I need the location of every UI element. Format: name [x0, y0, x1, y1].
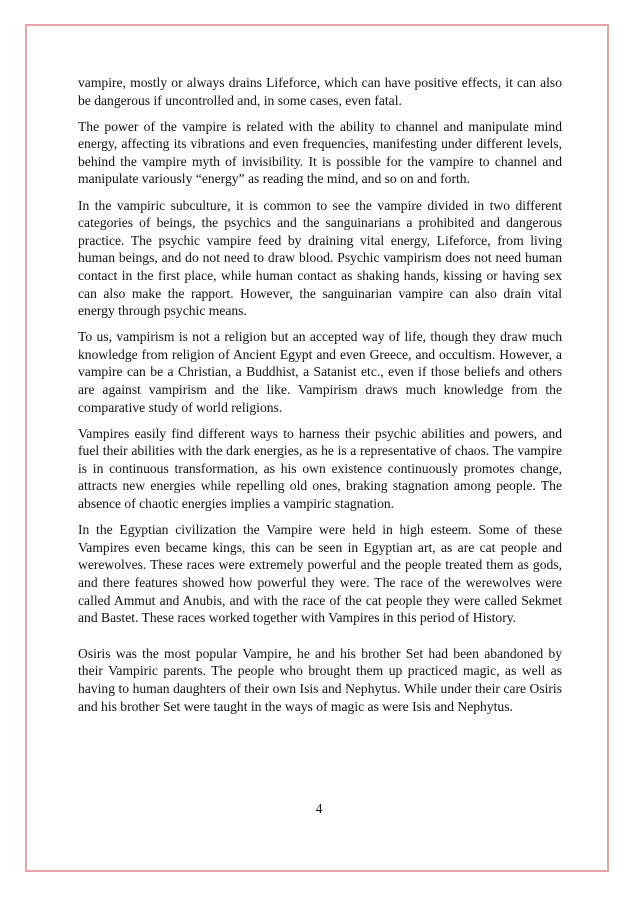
paragraph-egyptian-civilization: In the Egyptian civilization the Vampire were held in high esteem. Some of these Vampires even became kings, this can be seen in Egyptian art, as are cat people and werewolves. These races were extremely powerful and the people treated them as gods, and there features showed how powerful they were. The race of the werewolves were called Ammut and Anubis, and with the race of the cat people they were called Sekmet and Bastet. These races worked together with Vampires in this period of History.	[78, 522, 562, 626]
document-body	[78, 74, 562, 724]
paragraph-vampire-power: The power of the vampire is related with the ability to channel and manipulate mind energy, affecting its vibrations and even frequencies, manifesting under different levels, behind the vampire myth of invisibility. It is possible for the vampire to channel and manipulate variously “energy” as reading the mind, and so on and forth.	[78, 118, 562, 187]
paragraph-religion: To us, vampirism is not a religion but an accepted way of life, though they draw much knowledge from religion of Ancient Egypt and even Greece, and occultism. However, a vampire can be a Christian, a Buddhist, a Satanist etc., even if those beliefs and others are against vampirism and the like. Vampirism draws much knowledge from the comparative study of world religions.	[78, 329, 562, 415]
page-number: 4	[315, 801, 323, 816]
paragraph-subculture: In the vampiric subculture, it is common to see the vampire divided in two different categories of beings, the psychics and the sanguinarians a prohibited and dangerous practice. The psychic vampire feed by draining vital energy, Lifeforce, from living human beings, and do not need to draw blood. Psychic vampirism does not need human contact in the first place, while human contact as shaking hands, kissing or having sex can also make the rapport. However, the sanguinarian vampire can also drain vital energy through psychic means.	[78, 197, 562, 319]
paragraph-osiris: Osiris was the most popular Vampire, he and his brother Set had been abandoned by their Vampiric parents. The people who brought them up practiced magic, as well as having to human daughters of their own Isis and Nephytus. While under their care Osiris and his brother Set were taught in the ways of magic as were Isis and Nephytus.	[78, 645, 562, 714]
paragraph-psychic-abilities: Vampires easily find different ways to harness their psychic abilities and powers, and fuel their abilities with the dark energies, as he is a representative of chaos. The vampire is in continuous transformation, as his own existence continuously promotes change, attracts new energies while repelling old ones, braking stagnation among people. The absence of chaotic energies implies a vampiric stagnation.	[78, 425, 562, 512]
paragraph-lifeforce: vampire, mostly or always drains Lifeforce, which can have positive effects, it can also be dangerous if uncontrolled and, in some cases, even fatal.	[78, 75, 562, 108]
